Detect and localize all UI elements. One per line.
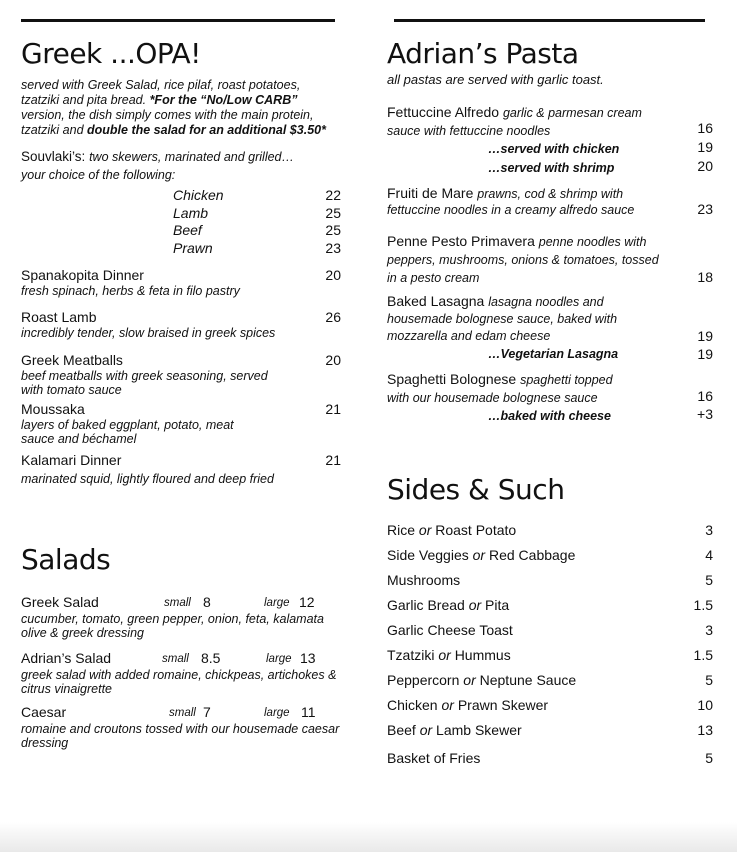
souvlaki-label: Souvlaki’s: <box>21 149 86 164</box>
souvlaki-option: Beef 25 <box>173 222 341 238</box>
page-bottom-shadow <box>0 822 737 852</box>
greek-heading: Greek ...OPA! <box>21 37 201 70</box>
side-item: Chicken or Prawn Skewer 10 <box>387 697 713 713</box>
souvlaki-section <box>21 148 341 257</box>
menu-item-penne-pesto: Penne Pesto Primavera penne noodles with peppers, mushrooms, onions & tomatoes, tossed in a pesto cream 18 <box>387 233 713 285</box>
menu-item-meatballs: Greek Meatballs 20 beef meatballs with greek seasoning, served with tomato sauce <box>21 352 341 397</box>
menu-item-fettuccine: Fettuccine Alfredo garlic & parmesan cream sauce with fettuccine noodles 16 …served with chicken 19 …served with shrimp 20 <box>387 104 713 175</box>
salad-name: Caesar <box>21 704 67 720</box>
menu-item-moussaka: Moussaka 21 layers of baked eggplant, potato, meat sauce and béchamel <box>21 401 341 446</box>
pasta-heading: Adrian’s Pasta <box>387 37 579 70</box>
menu-item-spanakopita: Spanakopita Dinner 20 fresh spinach, herbs & feta in filo pastry <box>21 267 341 298</box>
side-item: Peppercorn or Neptune Sauce 5 <box>387 672 713 688</box>
side-item: Garlic Cheese Toast 3 <box>387 622 713 638</box>
souvlaki-option: Chicken 22 <box>173 187 341 203</box>
menu-item-spaghetti: Spaghetti Bolognese spaghetti topped with our housemade bolognese sauce 16 …baked with cheese +3 <box>387 371 713 423</box>
menu-item-lasagna: Baked Lasagna lasagna noodles and housemade bolognese sauce, baked with mozzarella and edam cheese 19 …Vegetarian Lasagna 19 <box>387 293 713 362</box>
side-item: Rice or Roast Potato 3 <box>387 522 713 538</box>
side-item: Mushrooms 5 <box>387 572 713 588</box>
greek-intro: served with Greek Salad, rice pilaf, roast potatoes, tzatziki and pita bread. *For the “No/Low CARB” version, the dish simply comes with the main protein, tzatziki and double the salad for an additional $3.50* <box>21 78 326 137</box>
side-item: Beef or Lamb Skewer 13 <box>387 722 713 738</box>
sides-heading: Sides & Such <box>387 473 565 506</box>
side-item: Garlic Bread or Pita 1.5 <box>387 597 713 613</box>
salad-name: Greek Salad <box>21 594 99 610</box>
souvlaki-option: Prawn 23 <box>173 239 341 256</box>
salad-name: Adrian’s Salad <box>21 650 112 666</box>
top-rule-right <box>394 19 705 22</box>
menu-item-roast-lamb: Roast Lamb 26 incredibly tender, slow braised in greek spices <box>21 309 341 340</box>
pasta-intro: all pastas are served with garlic toast. <box>387 72 604 87</box>
side-item: Side Veggies or Red Cabbage 4 <box>387 547 713 563</box>
souvlaki-choice: your choice of the following: <box>21 168 176 182</box>
right-column <box>387 36 713 775</box>
side-item: Tzatziki or Hummus 1.5 <box>387 647 713 663</box>
menu-item-kalamari: Kalamari Dinner 21 marinated squid, lightly floured and deep fried <box>21 452 341 486</box>
top-rule-left <box>21 19 335 22</box>
souvlaki-desc: two skewers, marinated and grilled… <box>89 150 295 164</box>
sides-list <box>387 522 713 775</box>
menu-item-fruiti-de-mare: Fruiti de Mare prawns, cod & shrimp with fettuccine noodles in a creamy alfredo sauce 23 <box>387 185 713 217</box>
salad-item: Greek Salad small 8 large 12 cucumber, tomato, green pepper, onion, feta, kalamata olive & greek dressing <box>21 594 324 640</box>
salad-item: Caesar small 7 large 11 romaine and croutons tossed with our housemade caesar dressing <box>21 704 340 750</box>
left-column <box>21 36 341 750</box>
salads-heading: Salads <box>21 543 111 576</box>
souvlaki-option: Lamb 25 <box>173 204 341 221</box>
salad-item: Adrian’s Salad small 8.5 large 13 greek salad with added romaine, chickpeas, artichokes & citrus vinaigrette <box>21 650 337 696</box>
side-item: Basket of Fries 5 <box>387 750 713 766</box>
